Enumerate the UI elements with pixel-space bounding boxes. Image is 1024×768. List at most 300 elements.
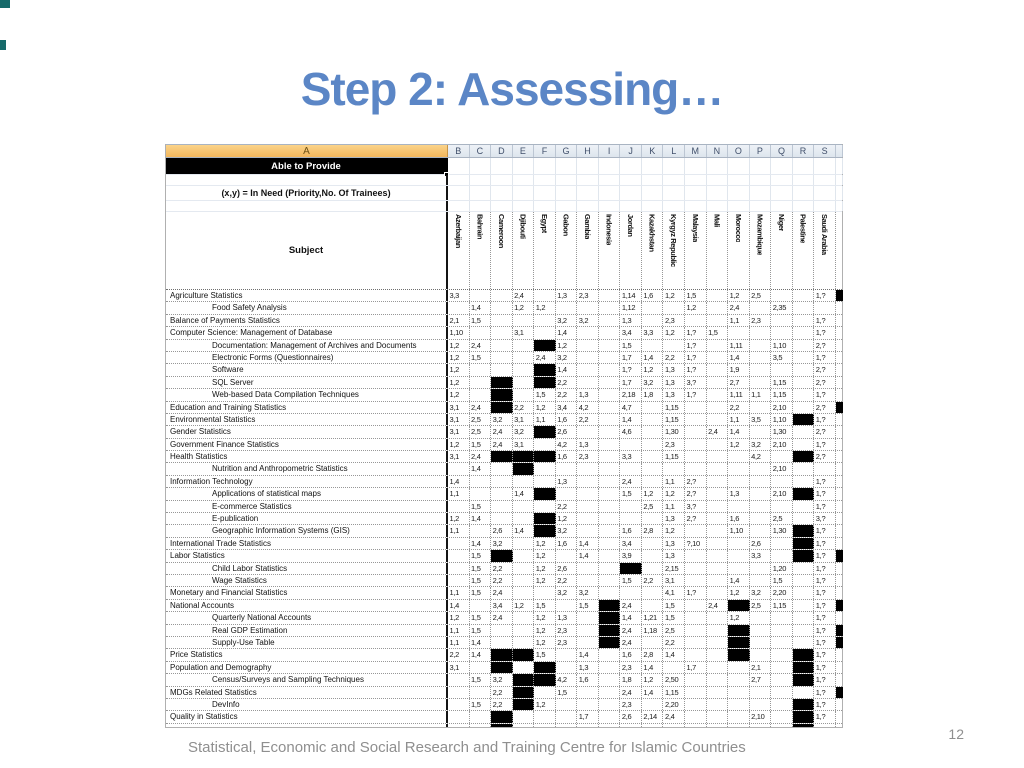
data-cell: 1,? [685, 340, 707, 351]
data-cell: 1,2 [728, 612, 750, 623]
data-cell: 2,3 [577, 290, 599, 301]
data-cell: 1,2 [663, 488, 685, 499]
grid-cell [491, 175, 513, 185]
data-cell: 1,3 [663, 389, 685, 400]
data-cell [599, 600, 621, 611]
data-cell: 1,2 [556, 340, 578, 351]
data-cell: 1,? [814, 550, 836, 561]
data-cell: 1,15 [771, 389, 793, 400]
edge-cell [836, 377, 843, 388]
data-cell [728, 550, 750, 561]
data-cell [728, 538, 750, 549]
data-cell: 1,3 [663, 364, 685, 375]
data-cell: 1,1 [448, 587, 470, 598]
data-cell: 3,3 [448, 290, 470, 301]
edge-cell [836, 600, 843, 611]
edge-cell [836, 587, 843, 598]
edge-cell [836, 674, 843, 685]
grid-cell [513, 201, 535, 211]
country-header [491, 212, 513, 289]
grid-cell [793, 175, 815, 185]
data-cell [599, 711, 621, 722]
data-cell: 1,4 [470, 538, 492, 549]
data-cell [685, 674, 707, 685]
data-cell: 1,2 [663, 525, 685, 536]
data-cell [814, 463, 836, 474]
edge-cell [836, 352, 843, 363]
data-cell [793, 302, 815, 313]
cutoff-cell [513, 724, 535, 727]
table-row [166, 426, 842, 438]
country-header [513, 212, 535, 289]
subject-cell: Agriculture Statistics [166, 290, 448, 301]
data-cell [491, 662, 513, 673]
data-cell [513, 501, 535, 512]
data-cell: 1,? [685, 364, 707, 375]
data-cell [750, 476, 772, 487]
grid-cell [577, 186, 599, 200]
data-cell [513, 612, 535, 623]
table-row [166, 315, 842, 327]
data-cell: 1,? [814, 625, 836, 636]
data-cell: 2,3 [663, 439, 685, 450]
data-cell [534, 327, 556, 338]
data-cell [620, 563, 642, 574]
data-cell [599, 439, 621, 450]
data-cell: 1,? [814, 538, 836, 549]
data-cell: 1,7 [685, 662, 707, 673]
data-cell [599, 389, 621, 400]
data-cell [513, 587, 535, 598]
data-cell [793, 439, 815, 450]
data-cell: 1,4 [470, 649, 492, 660]
data-cell [685, 649, 707, 660]
data-cell [750, 501, 772, 512]
data-cell [793, 612, 815, 623]
column-letters-row [166, 144, 842, 158]
data-cell: 1,5 [470, 575, 492, 586]
data-cell: 1,11 [728, 340, 750, 351]
table-row [166, 674, 842, 686]
data-cell: 1,3 [556, 476, 578, 487]
column-letter-a: A [166, 145, 448, 157]
data-cell [534, 463, 556, 474]
data-cell: 2,4 [491, 612, 513, 623]
data-cell [491, 352, 513, 363]
country-name: Gambia [583, 214, 593, 240]
data-cell: 2,4 [620, 476, 642, 487]
data-cell: 3,2 [556, 525, 578, 536]
data-cell [534, 687, 556, 698]
grid-cell [513, 158, 535, 174]
data-cell: 1,? [814, 389, 836, 400]
data-cell [707, 439, 729, 450]
table-row [166, 377, 842, 389]
table-row [166, 625, 842, 637]
data-cell [577, 637, 599, 648]
data-cell: 1,15 [771, 600, 793, 611]
table-row [166, 687, 842, 699]
data-cell [728, 662, 750, 673]
data-cell: 1,? [814, 687, 836, 698]
data-cell: 1,10 [728, 525, 750, 536]
data-cell [642, 426, 664, 437]
subject-cell: Government Finance Statistics [166, 439, 448, 450]
data-cell [793, 699, 815, 710]
data-cell [534, 674, 556, 685]
data-cell [448, 674, 470, 685]
data-cell [470, 364, 492, 375]
grid-cell [663, 201, 685, 211]
data-cell [750, 625, 772, 636]
subject-cell: Wage Statistics [166, 575, 448, 586]
data-cell [599, 377, 621, 388]
data-cell: 2,8 [642, 525, 664, 536]
data-cell: 1,1 [750, 389, 772, 400]
data-cell: 1,4 [728, 426, 750, 437]
column-letter: N [707, 145, 729, 157]
data-cell: 1,7 [620, 352, 642, 363]
data-cell [642, 451, 664, 462]
legend-row-in-need [166, 186, 842, 201]
data-cell [577, 563, 599, 574]
data-cell: 3,1 [663, 575, 685, 586]
data-cell: 1,2 [685, 302, 707, 313]
data-cell [793, 476, 815, 487]
table-row [166, 463, 842, 475]
grid-cell [599, 201, 621, 211]
country-header [620, 212, 642, 289]
data-cell [707, 501, 729, 512]
data-cell [599, 612, 621, 623]
data-cell [793, 513, 815, 524]
grid-cell [750, 186, 772, 200]
data-cell: 2,? [814, 377, 836, 388]
data-cell [491, 377, 513, 388]
data-cell [793, 600, 815, 611]
data-cell [707, 625, 729, 636]
subject-cell: Health Statistics [166, 451, 448, 462]
grid-cell [771, 201, 793, 211]
data-cell: 1,4 [513, 525, 535, 536]
grid-cell [663, 186, 685, 200]
data-cell: 2,15 [663, 563, 685, 574]
data-cell: 3,2 [642, 377, 664, 388]
table-row [166, 550, 842, 562]
data-cell: 2,? [814, 364, 836, 375]
data-cell: 1,? [620, 364, 642, 375]
data-cell: 2,3 [620, 699, 642, 710]
footer-text: Statistical, Economic and Social Research and Training Centre for Islamic Countries [188, 739, 746, 756]
data-cell: 3,? [685, 377, 707, 388]
country-name: Gabon [561, 214, 571, 236]
table-row [166, 513, 842, 525]
data-cell [577, 575, 599, 586]
data-cell [556, 302, 578, 313]
data-cell [728, 711, 750, 722]
data-cell: 2,35 [771, 302, 793, 313]
data-cell [534, 364, 556, 375]
column-letter: R [793, 145, 815, 157]
data-cell: 1,8 [642, 389, 664, 400]
data-cell [599, 575, 621, 586]
data-cell [534, 439, 556, 450]
data-cell [771, 538, 793, 549]
data-cell [750, 575, 772, 586]
subject-cell: E-commerce Statistics [166, 501, 448, 512]
data-cell [728, 649, 750, 660]
table-row [166, 699, 842, 711]
data-cell [642, 513, 664, 524]
edge-cell [836, 538, 843, 549]
data-cell: 2,6 [750, 538, 772, 549]
data-cell [642, 463, 664, 474]
data-cell: 2,4 [620, 637, 642, 648]
edge-cell [836, 327, 843, 338]
data-cell [771, 625, 793, 636]
grid-cell [793, 201, 815, 211]
table-row [166, 352, 842, 364]
data-cell: 2,4 [728, 302, 750, 313]
cutoff-cell [556, 724, 578, 727]
data-cell: 1,? [814, 414, 836, 425]
data-cell: 2,2 [556, 575, 578, 586]
data-cell [513, 649, 535, 660]
data-cell [470, 711, 492, 722]
data-cell: 1,5 [470, 699, 492, 710]
data-cell: 1,1 [663, 501, 685, 512]
data-cell: 1,1 [448, 637, 470, 648]
table-row [166, 612, 842, 624]
data-cell: 1,4 [663, 649, 685, 660]
grid-cell [513, 175, 535, 185]
data-cell: 3,2 [577, 315, 599, 326]
data-cell: 2,? [814, 451, 836, 462]
data-cell: 1,1 [728, 414, 750, 425]
country-header [599, 212, 621, 289]
data-cell [577, 352, 599, 363]
data-cell [750, 525, 772, 536]
data-cell [448, 538, 470, 549]
grid-cell [728, 201, 750, 211]
data-cell: 1,5 [534, 649, 556, 660]
data-cell [513, 662, 535, 673]
data-cell: 1,5 [663, 600, 685, 611]
data-cell: 1,15 [663, 687, 685, 698]
data-cell [685, 612, 707, 623]
data-cell [599, 340, 621, 351]
data-cell: 1,2 [534, 550, 556, 561]
data-cell [685, 699, 707, 710]
data-cell [750, 364, 772, 375]
data-cell [513, 711, 535, 722]
subject-cell: Web-based Data Compilation Techniques [166, 389, 448, 400]
data-cell: 3,2 [577, 587, 599, 598]
data-cell [491, 327, 513, 338]
data-cell [577, 488, 599, 499]
grid-cell [599, 158, 621, 174]
data-cell [771, 327, 793, 338]
data-cell: 2,3 [663, 315, 685, 326]
table-row [166, 340, 842, 352]
column-letter: D [491, 145, 513, 157]
data-cell [599, 463, 621, 474]
data-cell: 1,6 [556, 451, 578, 462]
data-cell: 1,15 [663, 451, 685, 462]
data-cell [707, 674, 729, 685]
data-cell [599, 476, 621, 487]
data-cell: 2,? [685, 476, 707, 487]
data-cell [728, 625, 750, 636]
cutoff-cell [814, 724, 836, 727]
data-cell: 3,1 [448, 451, 470, 462]
data-cell: 1,3 [577, 662, 599, 673]
data-cell [491, 649, 513, 660]
data-cell [470, 600, 492, 611]
data-cell: 3,1 [513, 439, 535, 450]
data-cell: 2,3 [577, 451, 599, 462]
data-cell: 1,30 [771, 426, 793, 437]
teal-corner-mark [0, 0, 10, 8]
country-name: Saudi Arabia [820, 214, 830, 255]
data-cell [771, 649, 793, 660]
data-cell: 1,7 [577, 711, 599, 722]
table-row [166, 600, 842, 612]
column-letter: L [663, 145, 685, 157]
data-cell [599, 699, 621, 710]
data-cell [793, 674, 815, 685]
data-cell [577, 699, 599, 710]
data-cell [707, 699, 729, 710]
data-cell: 1,? [685, 389, 707, 400]
data-cell [642, 414, 664, 425]
subject-cell: Gender Statistics [166, 426, 448, 437]
country-header [814, 212, 836, 289]
column-letter: I [599, 145, 621, 157]
column-letter: F [534, 145, 556, 157]
data-cell [599, 513, 621, 524]
data-cell: 2,2 [577, 414, 599, 425]
grid-cell [448, 158, 470, 174]
data-cell: 1,2 [534, 637, 556, 648]
grid-cell [814, 186, 836, 200]
country-name: Azerbaijan [453, 214, 463, 248]
data-cell: 1,5 [470, 439, 492, 450]
data-cell: 3,1 [513, 414, 535, 425]
data-cell [793, 563, 815, 574]
data-cell: 1,30 [771, 525, 793, 536]
data-cell [577, 476, 599, 487]
data-cell [793, 488, 815, 499]
table-row [166, 402, 842, 414]
data-cell [599, 538, 621, 549]
data-cell: 2,50 [663, 674, 685, 685]
grid-cell [642, 158, 664, 174]
table-row [166, 649, 842, 661]
subject-header: Subject [166, 212, 448, 289]
data-cell: 1,2 [534, 612, 556, 623]
data-cell: 2,4 [620, 687, 642, 698]
data-cell [728, 699, 750, 710]
edge-cell [836, 389, 843, 400]
data-cell [707, 649, 729, 660]
grid-cell [642, 186, 664, 200]
edge-cell [836, 290, 843, 301]
country-name: Egypt [539, 214, 549, 233]
country-header [793, 212, 815, 289]
data-cell [663, 662, 685, 673]
data-cell: 1,? [685, 327, 707, 338]
grid-cell [448, 175, 470, 185]
data-cell: 1,? [814, 662, 836, 673]
grid-cell [620, 186, 642, 200]
subject-cell: Price Statistics [166, 649, 448, 660]
grid-cell [534, 201, 556, 211]
data-cell [707, 488, 729, 499]
data-cell [728, 476, 750, 487]
data-cell: 1,2 [642, 364, 664, 375]
data-cell [707, 687, 729, 698]
grid-cell [448, 201, 470, 211]
data-cell [513, 625, 535, 636]
data-cell [534, 476, 556, 487]
data-cell: 3,2 [513, 426, 535, 437]
data-cell [513, 463, 535, 474]
data-cell: 2,5 [663, 625, 685, 636]
data-cell [513, 451, 535, 462]
data-cell [599, 451, 621, 462]
data-cell [750, 513, 772, 524]
data-cell [707, 302, 729, 313]
edge-cell [836, 649, 843, 660]
data-cell [513, 550, 535, 561]
subject-cell: Census/Surveys and Sampling Techniques [166, 674, 448, 685]
data-cell [685, 711, 707, 722]
data-cell [577, 463, 599, 474]
data-cell: 2,? [685, 488, 707, 499]
grid-cell [814, 201, 836, 211]
data-cell: 1,? [814, 501, 836, 512]
country-header [577, 212, 599, 289]
country-header [470, 212, 492, 289]
data-cell: 1,? [814, 476, 836, 487]
spacer-row [166, 201, 842, 212]
data-cell: 3,3 [642, 327, 664, 338]
data-cell [556, 662, 578, 673]
data-cell [599, 563, 621, 574]
data-cell [599, 649, 621, 660]
data-cell: 1,5 [577, 600, 599, 611]
data-cell: 1,? [814, 587, 836, 598]
data-cell: 2,3 [750, 315, 772, 326]
data-cell: 3,2 [750, 439, 772, 450]
data-cell: 1,1 [448, 488, 470, 499]
grid-cell [642, 201, 664, 211]
data-cell [534, 426, 556, 437]
grid-cell [470, 201, 492, 211]
data-cell: 1,4 [470, 513, 492, 524]
spacer-row [166, 175, 842, 186]
data-cell [513, 687, 535, 698]
data-cell [750, 687, 772, 698]
data-cell: 3,9 [620, 550, 642, 561]
cutoff-cell [793, 724, 815, 727]
data-cell [793, 414, 815, 425]
grid-cell [771, 158, 793, 174]
edge-cell [836, 687, 843, 698]
data-cell [642, 476, 664, 487]
data-cell: 2,20 [663, 699, 685, 710]
